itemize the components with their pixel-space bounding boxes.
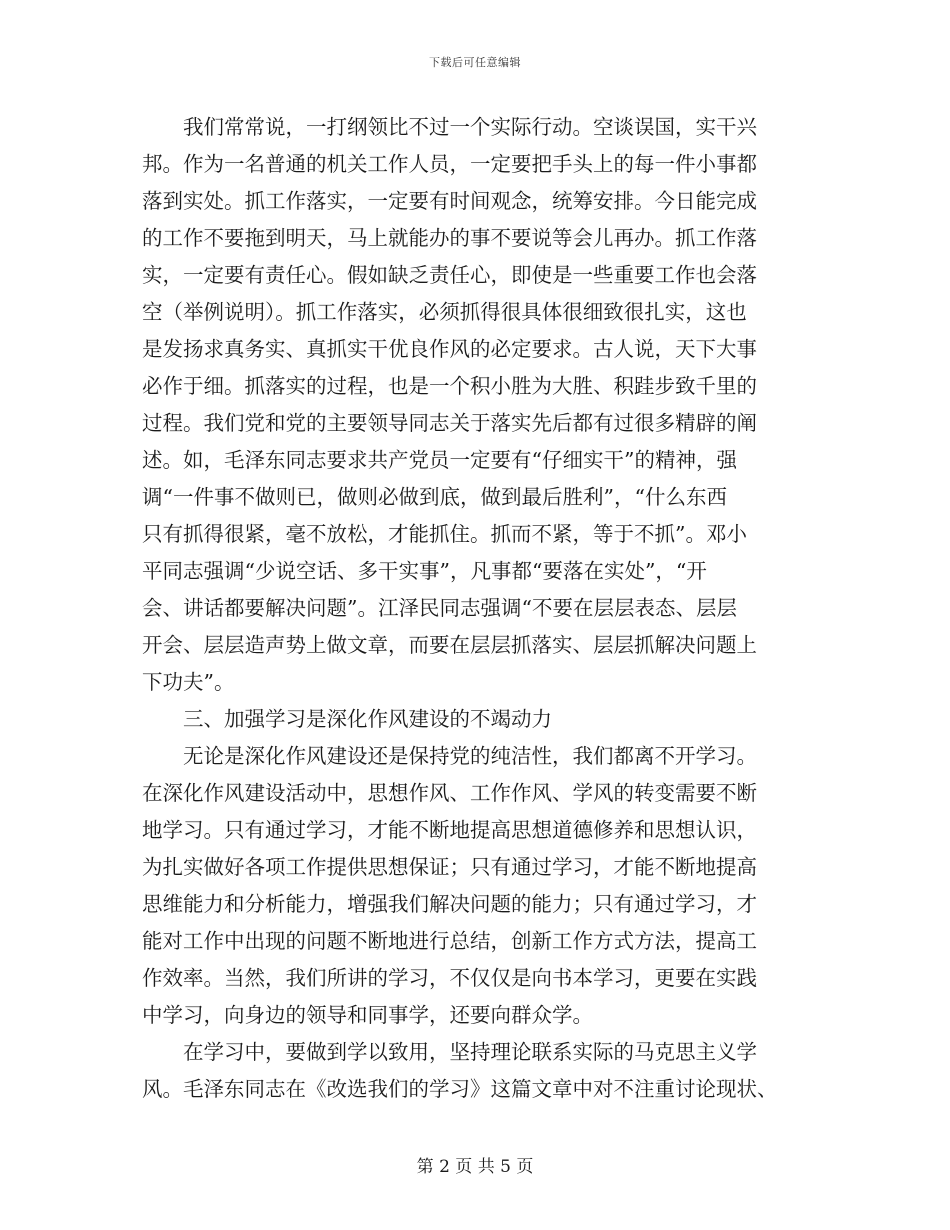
text-line: 邦。作为一名普通的机关工作人员，一定要把手头上的每一件小事都	[142, 152, 757, 176]
text-line: 风。毛泽东同志在《改选我们的学习》这篇文章中对不注重讨论现状、	[142, 1077, 778, 1101]
text-line: 述。如，毛泽东同志要求共产党员一定要有“仔细实干”的精神，强	[142, 448, 737, 472]
section-heading: 三、加强学习是深化作风建设的不竭动力	[142, 707, 552, 731]
text-line: 实，一定要有责任心。假如缺乏责任心，即使是一些重要工作也会落	[142, 263, 757, 287]
text-line: 为扎实做好各项工作提供思想保证；只有通过学习，才能不断地提高	[142, 855, 757, 879]
text-line: 中学习，向身边的领导和同事学，还要向群众学。	[142, 1003, 593, 1027]
text-line: 只有抓得很紧，毫不放松，才能抓住。抓而不紧，等于不抓”。邓小	[142, 522, 747, 546]
text-line: 能对工作中出现的问题不断地进行总结，创新工作方式方法，提高工	[142, 929, 757, 953]
page-header: 下载后可任意编辑	[429, 56, 521, 69]
text-line: 思维能力和分析能力，增强我们解决问题的能力；只有通过学习，才	[142, 892, 757, 916]
text-line: 调“一件事不做则已，做则必做到底，做到最后胜利”，“什么东西	[142, 485, 727, 509]
page-number-footer: 第 2 页 共 5 页	[416, 1157, 534, 1177]
text-line: 开会、层层造声势上做文章，而要在层层抓落实、层层抓解决问题上	[142, 633, 757, 657]
text-line: 平同志强调“少说空话、多干实事”，凡事都“要落在实处”，“开	[142, 559, 707, 583]
text-line: 在深化作风建设活动中，思想作风、工作作风、学风的转变需要不断	[142, 781, 757, 805]
document-body	[142, 109, 798, 1108]
text-line: 过程。我们党和党的主要领导同志关于落实先后都有过很多精辟的阐	[142, 411, 757, 435]
text-line: 地学习。只有通过学习，才能不断地提高思想道德修养和思想认识，	[142, 818, 757, 842]
text-line: 是发扬求真务实、真抓实干优良作风的必定要求。古人说，天下大事	[142, 337, 757, 361]
text-line: 我们常常说，一打纲领比不过一个实际行动。空谈误国，实干兴	[142, 115, 757, 139]
text-line: 必作于细。抓落实的过程，也是一个积小胜为大胜、积跬步致千里的	[142, 374, 757, 398]
text-line: 落到实处。抓工作落实，一定要有时间观念，统筹安排。今日能完成	[142, 189, 757, 213]
text-line: 空（举例说明）。抓工作落实，必须抓得很具体很细致很扎实，这也	[142, 300, 747, 324]
text-line: 的工作不要拖到明天，马上就能办的事不要说等会儿再办。抓工作落	[142, 226, 757, 250]
text-line: 作效率。当然，我们所讲的学习，不仅仅是向书本学习，更要在实践	[142, 966, 757, 990]
text-line: 无论是深化作风建设还是保持党的纯洁性，我们都离不开学习。	[142, 744, 757, 768]
text-line: 在学习中，要做到学以致用，坚持理论联系实际的马克思主义学	[142, 1040, 757, 1064]
text-line: 下功夫”。	[142, 670, 235, 694]
text-line: 会、讲话都要解决问题”。江泽民同志强调“不要在层层表态、层层	[142, 596, 737, 620]
